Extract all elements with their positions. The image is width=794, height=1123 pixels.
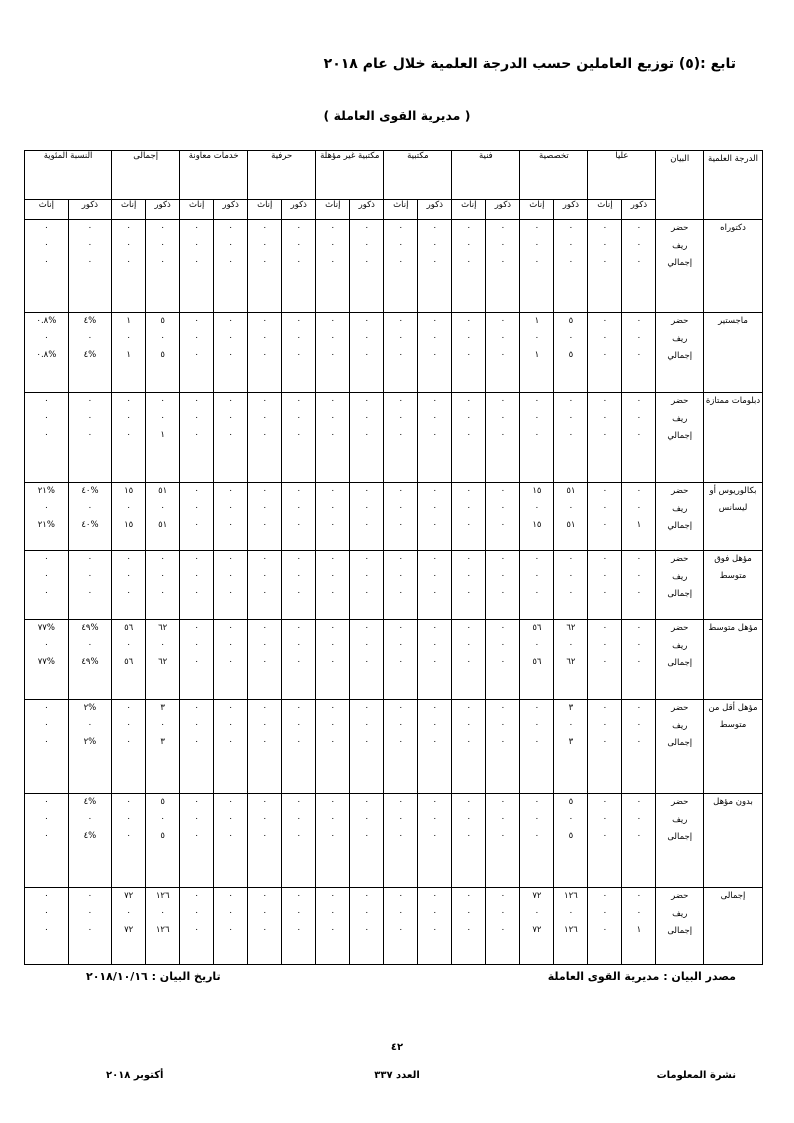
page-subtitle: ( مديرية القوى العاملة ): [323, 108, 471, 123]
value-cell: ٠ ٠ ٠: [146, 551, 180, 620]
value-cell: ٥ ٠ ٥: [146, 313, 180, 393]
statement-label: حضر ريف إجمالى: [656, 620, 704, 700]
table-row: [25, 888, 763, 965]
header-male: ذكور: [350, 200, 384, 220]
header-degree: الدرجة العلمية: [704, 151, 763, 220]
value-cell: ٠ ٠ ٠: [214, 620, 248, 700]
page-title: تابع :(٥) توزيع العاملين حسب الدرجة العلمية خلال عام ٢٠١٨: [323, 56, 736, 72]
statement-label: حضر ريف إجمالى: [656, 700, 704, 794]
header-male: ذكور: [622, 200, 656, 220]
table-row: [25, 620, 763, 700]
value-cell: ٠ ٠ ٠: [418, 700, 452, 794]
header-female: إناث: [452, 200, 486, 220]
value-cell: ٠ ٠ ٠: [486, 794, 520, 888]
value-cell: ٠ ٠ ٠: [350, 888, 384, 965]
header-female: إناث: [248, 200, 282, 220]
value-cell: ٠ ٠ ٠: [180, 794, 214, 888]
value-cell: ٠ ٠ ٠: [452, 620, 486, 700]
value-cell: ٠ ٠ ٠: [588, 483, 622, 551]
value-cell: ٠ ٠ ٠: [418, 483, 452, 551]
value-cell: ٠ ٠ ٠: [418, 794, 452, 888]
value-cell: ٠ ٠ ٠: [350, 700, 384, 794]
value-cell: ٠ ٠ ٠: [350, 620, 384, 700]
header-male: ذكور: [146, 200, 180, 220]
value-cell: ٠ ٠ ٠: [180, 888, 214, 965]
value-cell: ٠ ٠ ٠: [180, 620, 214, 700]
value-cell: ٠ ٠ ٠: [622, 220, 656, 313]
value-cell: ٠ ٠ ٠: [486, 483, 520, 551]
value-cell: ٣ ٠ ٣: [554, 700, 588, 794]
value-cell: ٠ ٠ ٠: [384, 393, 418, 483]
value-cell: ٠ ٠ ٠: [25, 220, 69, 313]
degree-label: بدون مؤهل: [704, 794, 763, 888]
degree-label: ماجستير: [704, 313, 763, 393]
header-male: ذكور: [554, 200, 588, 220]
table-row: [25, 220, 763, 313]
value-cell: ٠ ٠ ٠: [588, 794, 622, 888]
value-cell: ٠ ٠ ٠: [180, 313, 214, 393]
value-cell: ٠ ٠ ٠: [622, 313, 656, 393]
value-cell: ٠ ٠ ٠: [588, 620, 622, 700]
table-row: [25, 393, 763, 483]
data-date: تاريخ البيان : ٢٠١٨/١٠/١٦: [86, 970, 221, 983]
value-cell: ٠ ٠ ٠: [25, 888, 69, 965]
value-cell: ٠ ٠ ٠: [622, 794, 656, 888]
value-cell: ٠ ٠ ٠: [214, 888, 248, 965]
value-cell: ٠ ٠ ٠: [452, 794, 486, 888]
degree-label: مؤهل فوق متوسط: [704, 551, 763, 620]
value-cell: ٠ ٠ ٠: [384, 551, 418, 620]
value-cell: ٠ ٠ ٠: [622, 620, 656, 700]
value-cell: ٥ ٠ ٥: [554, 313, 588, 393]
value-cell: ٠ ٠ ٠: [248, 551, 282, 620]
value-cell: ٠ ٠ ٠: [25, 551, 69, 620]
value-cell: ٠ ٠ ٠: [350, 483, 384, 551]
value-cell: ٠ ٠ ٠: [180, 551, 214, 620]
header-group: مكتبية غير مؤهلة: [316, 151, 384, 200]
value-cell: ٠ ٠ ٠: [25, 794, 69, 888]
value-cell: ١٥ ٠ ١٥: [112, 483, 146, 551]
value-cell: ٠ ٠ ٠: [214, 220, 248, 313]
header-group: عليا: [588, 151, 656, 200]
value-cell: ٠ ٠ ٠: [282, 551, 316, 620]
value-cell: ٠ ٠ ٠: [316, 393, 350, 483]
value-cell: ٠ ٠ ٠: [214, 551, 248, 620]
degree-label: إجمالى: [704, 888, 763, 965]
value-cell: ٠ ٠ ٠: [588, 313, 622, 393]
value-cell: ٠ ٠ ٠: [350, 393, 384, 483]
value-cell: ٠ ٠ ٠: [248, 313, 282, 393]
table-row: [25, 483, 763, 551]
degree-label: مؤهل متوسط: [704, 620, 763, 700]
value-cell: ٠ ٠ ٠: [350, 220, 384, 313]
value-cell: %٤ ٠ %٤: [68, 794, 111, 888]
value-cell: ٠ ٠ ٠: [384, 313, 418, 393]
value-cell: ٠ ٠ ٠: [68, 551, 111, 620]
value-cell: ٠ ٠ ٠: [316, 313, 350, 393]
header-group: تخصصية: [520, 151, 588, 200]
value-cell: ٥٦ ٠ ٥٦: [112, 620, 146, 700]
value-cell: ٠ ٠ ٠: [486, 393, 520, 483]
header-group: خدمات معاونة: [180, 151, 248, 200]
value-cell: ٠ ٠ ٠: [520, 220, 554, 313]
value-cell: ٠ ٠ ١: [146, 393, 180, 483]
value-cell: ٠ ٠ ٠: [112, 220, 146, 313]
header-female: إناث: [520, 200, 554, 220]
value-cell: ٠ ٠ ٠: [520, 794, 554, 888]
value-cell: ١٢٦ ٠ ١٢٦: [554, 888, 588, 965]
value-cell: ٠ ٠ ٠: [350, 313, 384, 393]
value-cell: ٠ ٠ ٠: [316, 888, 350, 965]
value-cell: ٠ ٠ ٠: [68, 888, 111, 965]
degree-label: مؤهل أقل من متوسط: [704, 700, 763, 794]
value-cell: ٠ ٠ ٠: [112, 551, 146, 620]
value-cell: ٠ ٠ ٠: [520, 700, 554, 794]
value-cell: ٠ ٠ ١: [622, 483, 656, 551]
value-cell: ٠ ٠ ٠: [486, 620, 520, 700]
degree-label: دبلومات ممتازة: [704, 393, 763, 483]
value-cell: ٠ ٠ ٠: [282, 313, 316, 393]
header-group: حرفية: [248, 151, 316, 200]
value-cell: ٠ ٠ ٠: [520, 393, 554, 483]
value-cell: ١ ٠ ١: [112, 313, 146, 393]
value-cell: ٠ ٠ ٠: [520, 551, 554, 620]
value-cell: %٤٩ ٠ %٤٩: [68, 620, 111, 700]
statement-label: حضر ريف إجمالي: [656, 393, 704, 483]
header-female: إناث: [384, 200, 418, 220]
value-cell: ٠ ٠ ٠: [180, 393, 214, 483]
value-cell: ٠ ٠ ٠: [622, 700, 656, 794]
value-cell: ٦٢ ٠ ٦٢: [146, 620, 180, 700]
value-cell: ٠ ٠ ٠: [316, 483, 350, 551]
header-female: إناث: [316, 200, 350, 220]
statement-label: حضر ريف إجمالى: [656, 551, 704, 620]
header-group: مكتبية: [384, 151, 452, 200]
distribution-table: [24, 150, 763, 965]
value-cell: ٠ ٠ ٠: [248, 794, 282, 888]
value-cell: ٠ ٠ ٠: [588, 700, 622, 794]
value-cell: ٠ ٠ ٠: [25, 393, 69, 483]
value-cell: ٠ ٠ ٠: [452, 393, 486, 483]
value-cell: ٠ ٠ ٠: [214, 313, 248, 393]
value-cell: ٠ ٠ ٠: [622, 551, 656, 620]
value-cell: ٥ ٠ ٥: [146, 794, 180, 888]
value-cell: ٠ ٠ ٠: [452, 888, 486, 965]
value-cell: ٠ ٠ ٠: [68, 220, 111, 313]
statement-label: حضر ريف إجمالي: [656, 220, 704, 313]
value-cell: ٠ ٠ ٠: [486, 700, 520, 794]
degree-label: بكالوريوس أو ليسانس: [704, 483, 763, 551]
value-cell: ٠ ٠ ٠: [248, 393, 282, 483]
value-cell: ٣ ٠ ٣: [146, 700, 180, 794]
value-cell: %٤٠ ٠ %٤٠: [68, 483, 111, 551]
header-female: إناث: [112, 200, 146, 220]
value-cell: ٠ ٠ ٠: [486, 313, 520, 393]
table-row: [25, 794, 763, 888]
value-cell: ٠ ٠ ٠: [282, 220, 316, 313]
value-cell: ٠ ٠ ٠: [316, 220, 350, 313]
value-cell: ٠ ٠ ٠: [622, 393, 656, 483]
value-cell: %٢ ٠ %٢: [68, 700, 111, 794]
value-cell: ٠ ٠ ٠: [282, 483, 316, 551]
table-row: [25, 700, 763, 794]
value-cell: ٠ ٠ ٠: [282, 393, 316, 483]
value-cell: ٠ ٠ ٠: [384, 483, 418, 551]
header-male: ذكور: [214, 200, 248, 220]
header-female: إناث: [180, 200, 214, 220]
header-male: ذكور: [282, 200, 316, 220]
value-cell: ٠ ٠ ٠: [112, 700, 146, 794]
header-male: ذكور: [418, 200, 452, 220]
value-cell: ٠ ٠ ٠: [350, 551, 384, 620]
value-cell: ٠ ٠ ٠: [214, 483, 248, 551]
statement-label: حضر ريف إجمالى: [656, 888, 704, 965]
value-cell: ٠ ٠ ٠: [25, 700, 69, 794]
value-cell: ٠ ٠ ٠: [418, 620, 452, 700]
value-cell: ٠ ٠ ٠: [452, 551, 486, 620]
value-cell: ٥٦ ٠ ٥٦: [520, 620, 554, 700]
value-cell: ٠ ٠ ٠: [214, 393, 248, 483]
value-cell: ٠ ٠ ٠: [316, 794, 350, 888]
value-cell: ٠ ٠ ٠: [248, 483, 282, 551]
value-cell: ٠ ٠ ٠: [316, 620, 350, 700]
value-cell: ٠ ٠ ٠: [112, 794, 146, 888]
value-cell: ٠ ٠ ٠: [350, 794, 384, 888]
value-cell: ٠ ٠ ٠: [214, 700, 248, 794]
degree-label: دكتوراه: [704, 220, 763, 313]
value-cell: ٥ ٠ ٥: [554, 794, 588, 888]
value-cell: ٠ ٠ ٠: [180, 220, 214, 313]
value-cell: ٠ ٠ ٠: [282, 888, 316, 965]
value-cell: %٧٧ ٠ %٧٧: [25, 620, 69, 700]
value-cell: ٧٢ ٠ ٧٢: [520, 888, 554, 965]
header-group: فنية: [452, 151, 520, 200]
value-cell: ١٥ ٠ ١٥: [520, 483, 554, 551]
value-cell: ٠ ٠ ٠: [588, 888, 622, 965]
value-cell: ٠ ٠ ٠: [452, 313, 486, 393]
value-cell: ٠ ٠ ٠: [384, 620, 418, 700]
header-female: إناث: [588, 200, 622, 220]
value-cell: ٠ ٠ ٠: [248, 620, 282, 700]
table-row: [25, 313, 763, 393]
issue-month: أكتوبر ٢٠١٨: [106, 1070, 164, 1081]
value-cell: ١٢٦ ٠ ١٢٦: [146, 888, 180, 965]
value-cell: %٢١ ٠ %٢١: [25, 483, 69, 551]
value-cell: ٦٢ ٠ ٦٢: [554, 620, 588, 700]
value-cell: ٠ ٠ ٠: [248, 220, 282, 313]
value-cell: ٠ ٠ ٠: [588, 220, 622, 313]
statement-label: حضر ريف إجمالى: [656, 794, 704, 888]
value-cell: ٠ ٠ ١: [622, 888, 656, 965]
value-cell: ٠ ٠ ٠: [452, 483, 486, 551]
header-group: إجمالى: [112, 151, 180, 200]
value-cell: ٧٢ ٠ ٧٢: [112, 888, 146, 965]
value-cell: ٠ ٠ ٠: [282, 620, 316, 700]
value-cell: ٠ ٠ ٠: [112, 393, 146, 483]
header-male: ذكور: [486, 200, 520, 220]
value-cell: ٠ ٠ ٠: [418, 313, 452, 393]
value-cell: ٠ ٠ ٠: [248, 700, 282, 794]
value-cell: ٠ ٠ ٠: [418, 220, 452, 313]
value-cell: ٠ ٠ ٠: [554, 551, 588, 620]
value-cell: ٠ ٠ ٠: [418, 551, 452, 620]
publication-name: نشرة المعلومات: [656, 1070, 736, 1081]
value-cell: ٠ ٠ ٠: [384, 888, 418, 965]
value-cell: ٠ ٠ ٠: [588, 393, 622, 483]
value-cell: ٠ ٠ ٠: [282, 700, 316, 794]
value-cell: %٠.٨ ٠ %٠.٨: [25, 313, 69, 393]
value-cell: ٠ ٠ ٠: [452, 220, 486, 313]
value-cell: ٠ ٠ ٠: [384, 220, 418, 313]
value-cell: ٠ ٠ ٠: [452, 700, 486, 794]
value-cell: %٤ ٠ %٤: [68, 313, 111, 393]
value-cell: ٠ ٠ ٠: [316, 551, 350, 620]
value-cell: ٠ ٠ ٠: [180, 483, 214, 551]
value-cell: ٠ ٠ ٠: [418, 393, 452, 483]
value-cell: ٠ ٠ ٠: [554, 220, 588, 313]
value-cell: ٠ ٠ ٠: [554, 393, 588, 483]
value-cell: ٠ ٠ ٠: [486, 551, 520, 620]
value-cell: ٠ ٠ ٠: [282, 794, 316, 888]
value-cell: ٠ ٠ ٠: [180, 700, 214, 794]
header-female: إناث: [25, 200, 69, 220]
value-cell: ٠ ٠ ٠: [316, 700, 350, 794]
value-cell: ٠ ٠ ٠: [486, 220, 520, 313]
value-cell: ٠ ٠ ٠: [418, 888, 452, 965]
header-group: النسبة المئوية: [25, 151, 112, 200]
page-number: ٤٢: [390, 1042, 404, 1053]
value-cell: ٠ ٠ ٠: [384, 794, 418, 888]
issue-number: العدد ٣٣٧: [374, 1070, 420, 1081]
value-cell: ٠ ٠ ٠: [248, 888, 282, 965]
header-statement: البيان: [656, 151, 704, 220]
value-cell: ٥١ ٠ ٥١: [146, 483, 180, 551]
value-cell: ٠ ٠ ٠: [384, 700, 418, 794]
header-male: ذكور: [68, 200, 111, 220]
table-row: [25, 551, 763, 620]
value-cell: ٠ ٠ ٠: [588, 551, 622, 620]
value-cell: ٥١ ٠ ٥١: [554, 483, 588, 551]
value-cell: ٠ ٠ ٠: [486, 888, 520, 965]
value-cell: ٠ ٠ ٠: [214, 794, 248, 888]
value-cell: ٠ ٠ ٠: [146, 220, 180, 313]
value-cell: ٠ ٠ ٠: [68, 393, 111, 483]
statement-label: حضر ريف إجمالي: [656, 313, 704, 393]
statement-label: حضر ريف إجمالي: [656, 483, 704, 551]
value-cell: ١ ٠ ١: [520, 313, 554, 393]
data-source: مصدر البيان : مديرية القوى العاملة: [547, 970, 736, 983]
